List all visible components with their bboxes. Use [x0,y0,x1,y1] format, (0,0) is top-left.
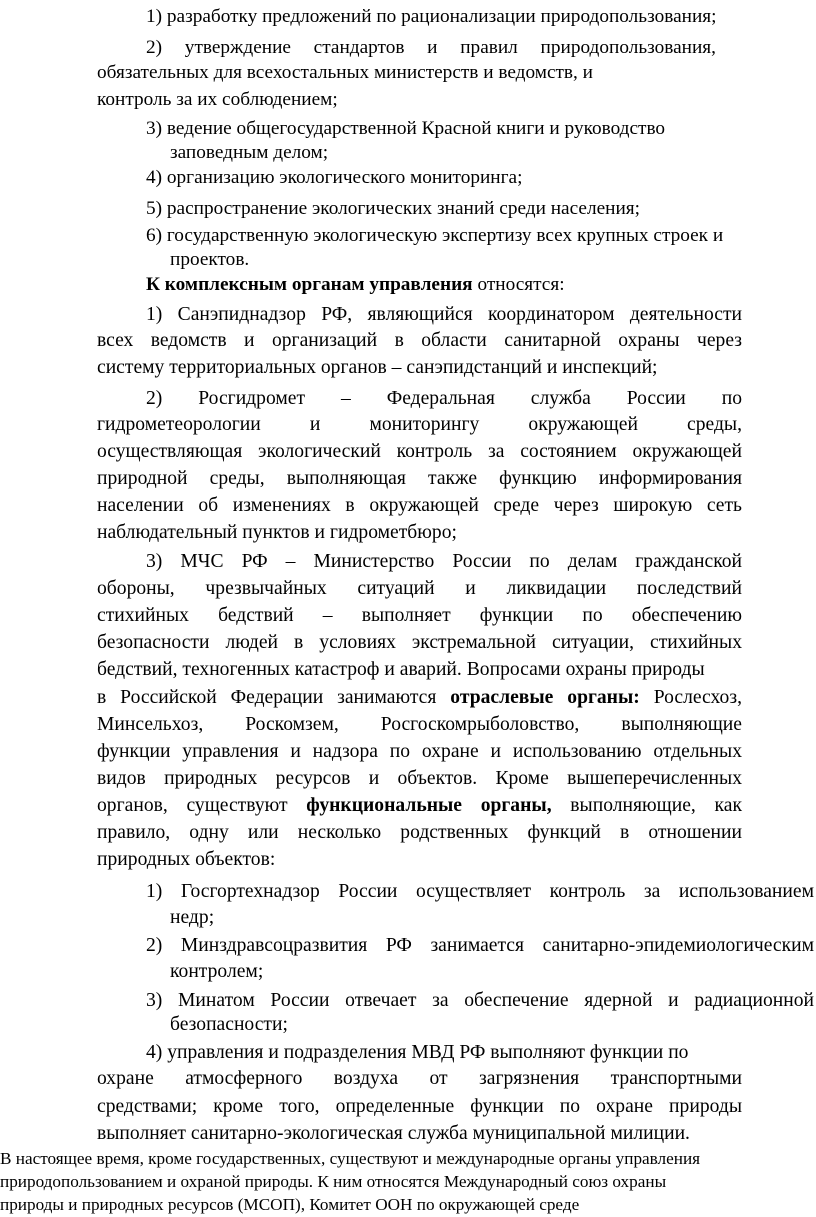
text-line [97,685,742,711]
text-line: 1) Санэпиднадзор РФ, являющийся координатором деятельности [146,304,742,325]
text-line: заповедным делом; [170,142,329,163]
text-line: 3) МЧС РФ – Министерство России по делам гражданской [146,551,742,572]
heading-tail: относятся: [472,274,565,295]
text-line: 3) Минатом России отвечает за обеспечение ядерной и радиационной [146,990,814,1011]
text-line: средствами; кроме того, определенные функции по охране природы [97,1096,742,1117]
text-line: 2) Росгидромет – Федеральная служба России по [146,388,742,409]
text-line: 5) распространение экологических знаний среди населения; [146,198,640,219]
text-line: недр; [170,907,215,928]
text-line [97,793,742,819]
section-heading: К комплексным органам управления [146,274,473,295]
text-line: природной среды, выполняющая также функцию информирования [97,468,742,489]
text-line: 2) утверждение стандартов и правил природопользования, [146,37,716,58]
text-line: обороны, чрезвычайных ситуаций и ликвидации последствий [97,578,742,599]
text-line: осуществляющая экологический контроль за состоянием окружающей [97,441,742,462]
text-line: бедствий, техногенных катастроф и аварий. Вопросами охраны природы [97,659,705,680]
text-line: 3) ведение общегосударственной Красной книги и руководство [146,118,666,139]
footer-text-line: природы и природных ресурсов (МСОП), Комитет ООН по окружающей среде [0,1195,580,1214]
text-line: охране атмосферного воздуха от загрязнения транспортными [97,1068,742,1089]
text-line: гидрометеорологии и мониторингу окружающей среды, [97,414,742,435]
text-line: систему территориальных органов – санэпидстанций и инспекций; [97,357,658,378]
footer-text-line: В настоящее время, кроме государственных, существуют и международные органы управления [0,1149,701,1168]
text-line: выполняет санитарно-экологическая служба муниципальной милиции. [97,1123,690,1144]
text-segment: органов, существуют [97,795,307,816]
text-line: природных объектов: [97,849,276,870]
section-heading-line [146,272,565,298]
text-line: 2) Минздравсоцразвития РФ занимается санитарно-эпидемиологическим [146,935,814,956]
text-line: контроль за их соблюдением; [97,89,338,110]
text-line: функции управления и надзора по охране и использованию отдельных [97,741,742,762]
text-line: 4) организацию экологического мониторинга; [146,167,523,188]
text-line: наблюдательный пунктов и гидрометбюро; [97,522,457,543]
text-line: населении об изменениях в окружающей среде через широкую сеть [97,495,742,516]
text-line: правило, одну или несколько родственных функций в отношении [97,822,742,843]
text-segment: Рослесхоз, [639,687,742,708]
text-line: безопасности; [170,1014,288,1035]
text-segment: в Российской Федерации занимаются [97,687,451,708]
text-line: обязательных для всехостальных министерств и ведомств, и [97,62,593,83]
text-line: видов природных ресурсов и объектов. Кроме вышеперечисленных [97,768,742,789]
text-line: проектов. [170,249,250,270]
bold-term: отраслевые органы: [450,687,640,708]
text-line: всех ведомств и организаций в области санитарной охраны через [97,330,742,351]
text-line: контролем; [170,961,264,982]
text-line: безопасности людей в условиях экстремальной ситуации, стихийных [97,632,742,653]
text-line: 1) разработку предложений по рационализации природопользования; [146,6,717,27]
text-line: Минсельхоз, Роскомзем, Росгоскомрыболовство, выполняющие [97,714,742,735]
text-segment: выполняющие, как [551,795,742,816]
bold-term: функциональные органы, [306,795,552,816]
text-line: 4) управления и подразделения МВД РФ выполняют функции по [146,1042,689,1063]
text-line: стихийных бедствий – выполняет функции по обеспечению [97,605,742,626]
text-line: 6) государственную экологическую экспертизу всех крупных строек и [146,225,724,246]
footer-text-line: природопользованием и охраной природы. К ним относятся Международный союз охраны [0,1172,667,1191]
text-line: 1) Госгортехнадзор России осуществляет контроль за использованием [146,881,814,902]
